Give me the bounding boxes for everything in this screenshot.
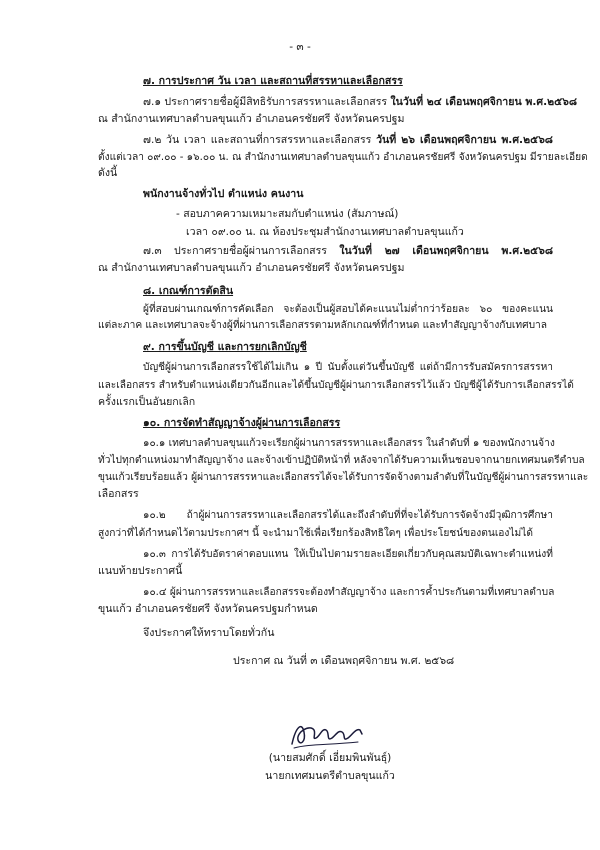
section-7-2-text: ๗.๒ วัน เวลา และสถานที่การสรรหาและเลือกสรร (143, 134, 377, 146)
signer-title: นายกเทศมนตรีตำบลขุนแก้ว (265, 770, 395, 782)
section-7-1-line-1 (143, 96, 578, 109)
section-9-line-2: และเลือกสรร สำหรับตำแหน่งเดียวกันอีกและได้ขึ้นบัญชีผู้ผ่านการเลือกสรรไว้แล้ว บัญชีผู้ได้รับการเลือกสรรได้ (98, 380, 574, 391)
signer-name: (นายสมศักดิ์ เอี่ยมพินพันธุ์) (268, 752, 392, 764)
section-10-3-line-2: แนบท้ายประกาศนี้ (98, 565, 183, 577)
section-10-4-line-1: ๑๐.๔ ผู้ผ่านการสรรหาและเลือกสรรจะต้องทำสัญญาจ้าง และการค้ำประกันตามที่เทศบาลตำบล (143, 587, 555, 598)
signature-image (288, 718, 366, 752)
section-9-line-1: บัญชีผู้ผ่านการเลือกสรรใช้ได้ไม่เกิน ๑ ปี นับตั้งแต่วันขึ้นบัญชี แต่ถ้ามีการรับสมัครการสรรหา (143, 362, 553, 373)
section-10-1-line-1: ๑๐.๑ เทศบาลตำบลขุนแก้วจะเรียกผู้ผ่านการสรรหาและเลือกสรร ในลำดับที่ ๑ ของพนักงานจ้าง (143, 438, 555, 449)
section-7-3-text: ๗.๓ ประกาศรายชื่อผู้ผ่านการเลือกสรร (143, 245, 340, 257)
section-9-heading: ๙. การขึ้นบัญชี และการยกเลิกบัญชี (143, 341, 307, 353)
section-7-1-text: ๗.๑ ประกาศรายชื่อผู้มีสิทธิรับการสรรหาและเลือกสรร (143, 96, 391, 108)
section-7-heading: ๗. การประกาศ วัน เวลา และสถานที่สรรหาและเลือกสรร (143, 75, 403, 87)
staff-position-heading: พนักงานจ้างทั่วไป ตำแหน่ง คนงาน (143, 188, 304, 200)
section-7-2-line-2: ตั้งแต่เวลา ๐๙.๐๐ - ๑๖.๐๐ น. ณ สำนักงานเทศบาลตำบลขุนแก้ว อำเภอนครชัยศรี จังหวัดนครปฐม มีรายละเอียด (98, 152, 588, 163)
section-10-4-line-2: ขุนแก้ว อำเภอนครชัยศรี จังหวัดนครปฐมกำหนด (98, 603, 318, 615)
section-10-2-line-2: สูงกว่าที่ได้กำหนดไว้ตามประกาศฯ นี้ จะนำมาใช้เพื่อเรียกร้องสิทธิใดๆ เพื่อประโยชน์ของตนเองไม่ได้ (98, 528, 533, 539)
section-9-line-3: ครั้งแรกเป็นอันยกเลิก (98, 396, 196, 408)
section-7-2-date: วันที่ ๒๖ เดือนพฤศจิกายน พ.ศ.๒๕๖๘ (376, 134, 553, 146)
section-7-1-date: ในวันที่ ๒๔ เดือนพฤศจิกายน พ.ศ.๒๕๖๘ (390, 96, 578, 108)
section-10-1-line-3: ขุนแก้วเรียบร้อยแล้ว ผู้ผ่านการสรรหาและเลือกสรรได้จะได้รับการจัดจ้างตามลำดับที่ในบัญชีผู้ผ่านการสรรหาและ (98, 472, 589, 483)
closing-statement: จึงประกาศให้ทราบโดยทั่วกัน (143, 627, 275, 639)
exam-bullet: - สอบภาคความเหมาะสมกับตำแหน่ง (สัมภาษณ์) (176, 208, 399, 220)
section-7-2-line-3: ดังนี้ (98, 167, 118, 179)
section-10-1-line-2: ทั่วไปทุกตำแหน่งมาทำสัญญาจ้าง และจ้างเข้าปฏิบัติหน้าที่ หลังจากได้รับความเห็นชอบจากนายกเทศมนตรีตำบล (98, 455, 585, 466)
section-8-line-2: แต่ละภาค และเทศบาลจะจ้างผู้ที่ผ่านการเลือกสรรตามหลักเกณฑ์ที่กำหนด และทำสัญญาจ้างกับเทศบาล (98, 320, 548, 331)
page-number: - ๓ - (289, 41, 311, 53)
section-10-1-line-4: เลือกสรร (98, 488, 139, 500)
section-7-3-line-1 (143, 245, 553, 258)
section-7-3-date: ในวันที่ ๒๗ เดือนพฤศจิกายน พ.ศ.๒๕๖๘ (339, 245, 553, 257)
section-10-2-line-1: ๑๐.๒ ถ้าผู้ผ่านการสรรหาและเลือกสรรได้และถึงลำดับที่ที่จะได้รับการจัดจ้างมีวุฒิการศึกษา (143, 510, 553, 521)
announcement-date: ประกาศ ณ วันที่ ๓ เดือนพฤศจิกายน พ.ศ. ๒๕๖๘ (233, 655, 455, 667)
section-10-heading: ๑๐. การจัดทำสัญญาจ้างผู้ผ่านการเลือกสรร (143, 417, 341, 429)
section-7-2-line-1 (143, 134, 553, 147)
exam-time-location: เวลา ๐๙.๐๐ น. ณ ห้องประชุมสำนักงานเทศบาลตำบลขุนแก้ว (186, 226, 464, 238)
section-7-3-line-2: ณ สำนักงานเทศบาลตำบลขุนแก้ว อำเภอนครชัยศรี จังหวัดนครปฐม (98, 262, 405, 274)
section-10-3-line-1: ๑๐.๓ การได้รับอัตราค่าตอบแทน ให้เป็นไปตามรายละเอียดเกี่ยวกับคุณสมบัติเฉพาะตำแหน่งที่ (143, 549, 553, 560)
section-7-1-line-2: ณ สำนักงานเทศบาลตำบลขุนแก้ว อำเภอนครชัยศรี จังหวัดนครปฐม (98, 113, 405, 125)
section-8-line-1: ผู้ที่สอบผ่านเกณฑ์การคัดเลือก จะต้องเป็นผู้สอบได้คะแนนไม่ต่ำกว่าร้อยละ ๖๐ ของคะแนน (143, 304, 553, 315)
section-8-heading: ๘. เกณฑ์การตัดสิน (143, 285, 234, 297)
